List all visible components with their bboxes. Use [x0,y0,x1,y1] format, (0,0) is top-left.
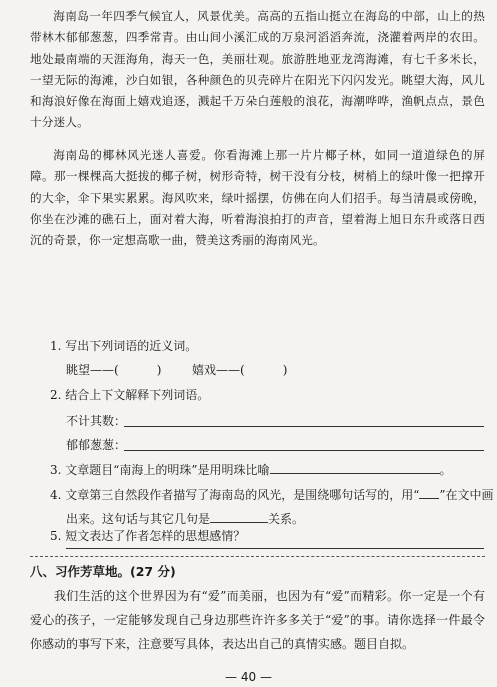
question-1: 1. 写出下列词语的近义词。 [50,339,198,353]
page-number: — 40 — [225,670,272,684]
question-5: 5. 短文表达了作者怎样的思想感情？ [50,529,246,543]
question-4-line-2: 出来。这句话与其它几句是 关系。 [66,512,305,526]
question-2: 2. 结合上下文解释下列词语。 [50,388,210,402]
section-8-prompt: 我们生活的这个世界因为有“爱”而美丽，也因为有“爱”而精彩。你一定是一个有爱心的孩子，一定能够发现自己身边那些许许多多关于“爱”的事。请你选择一件最令你感动的事写下来，注意要写具体，表达出自己的真情实感。题目自拟。 [30,589,485,651]
q2-word-a: 不计其数： [66,414,127,428]
q4-underline-mark [419,486,439,499]
q1-word-a: 眺望——( ) [66,363,162,377]
passage-paragraph-1: 海南岛一年四季气候宜人，风景优美。高高的五指山挺立在海岛的中部，山上的热带林木郁郁葱葱，四季常青。由山间小溪汇成的万泉河滔滔奔流，浇灌着两岸的农田。地处最南端的天涯海角，海天一色，美丽壮观。旅游胜地亚龙湾海滩，有七千多米长，一望无际的海滩，沙白如银，各种颜色的贝壳碎片在阳光下闪闪发光。眺望大海，风儿和海浪好像在海面上嬉戏追逐，溅起千万朵白莲般的浪花，海潮哗哗，渔帆点点，景色十分迷人。 [30,9,485,130]
q2-word-b: 郁郁葱葱： [66,438,127,452]
section-divider [30,556,485,557]
q1-word-b: 嬉戏——( ) [192,363,288,377]
q2-answer-line-a[interactable] [124,426,484,427]
section-8-title: 八、习作芳草地。(27 分) [30,564,176,579]
passage-paragraph-2: 海南岛的椰林风光迷人喜爱。你看海滩上那一片片椰子林，如同一道道绿色的屏障。那一棵棵高大挺拔的椰子树，树形奇特，树干没有分枝，树梢上的绿叶像一把撑开的大伞，伞下果实累累。海风吹来，绿叶摇摆，仿佛在向人们招手。每当清晨或傍晚，你坐在沙滩的礁石上，面对着大海，听着海浪拍打的声音，望着海上旭日东升或落日西沉的奇景，你一定想高歌一曲，赞美这秀丽的海南风光。 [30,148,485,248]
q5-answer-line[interactable] [66,548,484,549]
question-4-line-1: 4. 文章第三自然段作者描写了海南岛的风光，是围绕哪句话写的，用“ ”在文中画 [50,488,494,502]
q4-answer-blank[interactable] [210,510,268,523]
q3-answer-blank[interactable] [270,461,440,474]
question-3: 3. 文章题目“南海上的明珠”是用明珠比喻 。 [50,463,452,477]
q2-answer-line-b[interactable] [124,450,484,451]
